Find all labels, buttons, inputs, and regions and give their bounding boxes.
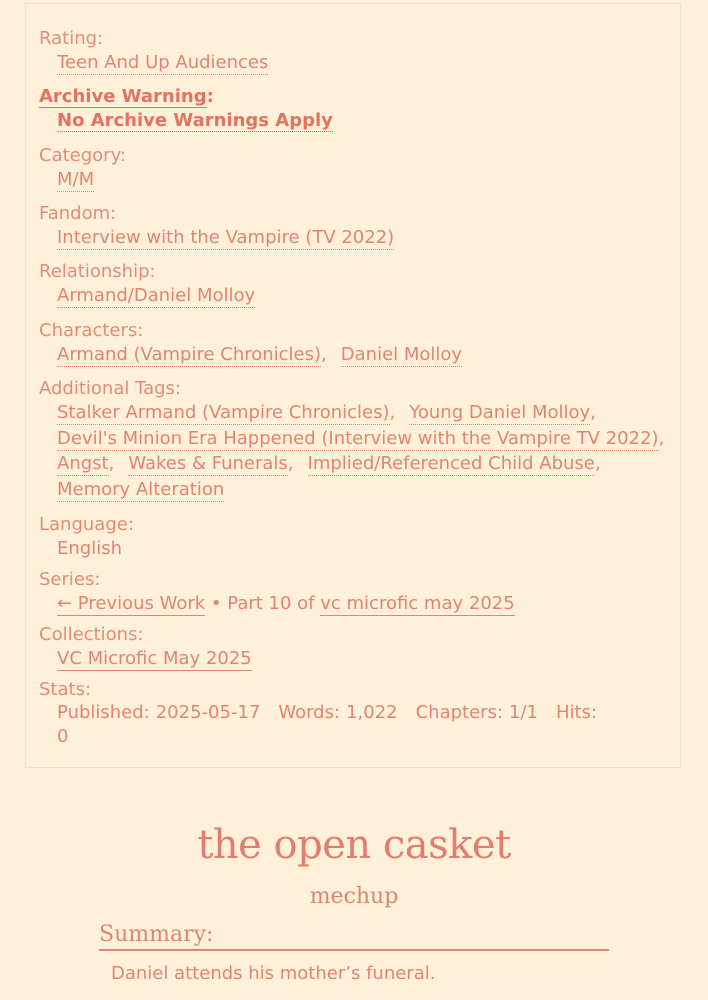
fandom-section (39, 203, 394, 251)
archive-warning-label[interactable]: Archive Warning (39, 86, 207, 107)
work-title: the open casket (197, 822, 511, 868)
summary-heading: Summary: (99, 921, 609, 951)
collections-section (39, 624, 252, 672)
rating-section (39, 28, 268, 76)
category-label: Category: (39, 145, 126, 166)
additional-tags-label: Additional Tags: (39, 378, 181, 399)
hits-value: 0 (57, 726, 69, 747)
comma-separator: , (321, 344, 327, 365)
collection-link[interactable]: VC Microfic May 2025 (57, 648, 252, 669)
stats-label: Stats: (39, 679, 92, 700)
fandom-tag[interactable]: Interview with the Vampire (TV 2022) (57, 227, 395, 248)
series-label: Series: (39, 569, 101, 590)
published-value: 2025-05-17 (155, 702, 261, 723)
freeform-tag[interactable]: Wakes & Funerals (128, 453, 288, 474)
relationship-section (39, 261, 255, 309)
series-bullet: • (210, 593, 222, 614)
comma-separator: , (389, 402, 396, 423)
freeform-tag[interactable]: Stalker Armand (Vampire Chronicles) (57, 402, 390, 423)
previous-work-link[interactable]: ← Previous Work (57, 593, 206, 614)
freeform-tag[interactable]: Angst (57, 453, 109, 474)
comma-separator: , (108, 453, 115, 474)
freeform-tag[interactable]: Devil's Minion Era Happened (Interview with the Vampire TV 2022) (57, 427, 659, 449)
language-value: English (57, 538, 122, 559)
summary-text: Daniel attends his mother’s funeral. (111, 963, 436, 984)
words-label: Words: (278, 702, 341, 723)
comma-separator: , (594, 453, 601, 474)
chapters-value: 1/1 (509, 702, 538, 723)
comma-separator: , (287, 453, 294, 474)
rating-label: Rating: (39, 28, 104, 49)
category-section (39, 145, 126, 193)
relationship-label: Relationship: (39, 261, 156, 282)
freeform-tag[interactable]: Memory Alteration (57, 478, 225, 500)
characters-section (39, 320, 462, 368)
characters-label: Characters: (39, 320, 144, 341)
hits-label: Hits: (555, 702, 598, 723)
freeform-tag[interactable]: Young Daniel Molloy (409, 402, 591, 423)
author-link[interactable]: mechup (309, 884, 399, 909)
chapters-label: Chapters: (415, 702, 504, 723)
category-tag[interactable]: M/M (57, 169, 95, 190)
comma-separator: , (590, 402, 596, 423)
additional-tags-section (39, 378, 679, 502)
fandom-label: Fandom: (39, 203, 117, 224)
warning-section (39, 86, 333, 134)
series-part-text: Part 10 of (227, 593, 315, 614)
rating-tag[interactable]: Teen And Up Audiences (57, 52, 269, 73)
series-section (39, 569, 515, 617)
language-section (39, 514, 134, 562)
freeform-tag[interactable]: Implied/Referenced Child Abuse (307, 453, 595, 474)
series-link[interactable]: vc microfic may 2025 (320, 593, 515, 614)
relationship-tag[interactable]: Armand/Daniel Molloy (57, 285, 256, 306)
collections-label: Collections: (39, 624, 144, 645)
language-label: Language: (39, 514, 134, 535)
archive-warning-tag[interactable]: No Archive Warnings Apply (57, 110, 333, 131)
words-value: 1,022 (346, 702, 398, 723)
comma-separator: , (658, 427, 665, 449)
archive-warning-colon: : (206, 86, 214, 107)
published-label: Published: (57, 702, 150, 723)
stats-section (39, 679, 659, 749)
character-tag[interactable]: Daniel Molloy (340, 344, 463, 365)
character-tag[interactable]: Armand (Vampire Chronicles) (57, 344, 322, 365)
